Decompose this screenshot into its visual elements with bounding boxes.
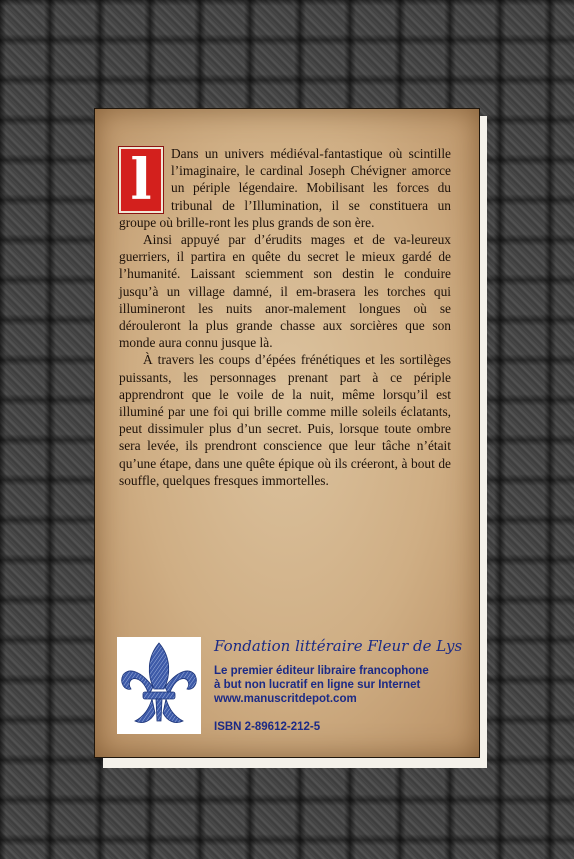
paragraph-3: À travers les coups d’épées frénétiques et les sortilèges puissants, les personnages prenant part à ce périple apprendront que le voile de la nuit, même lorsqu’il est illuminé par une foi qui brille comme mille soleils éclatants, peut dissimuler plus d’un secret. Puis, lorsque toute ombre sera levée, ils prendront conscience que leur tâche n’était qu’une étape, dans une quête épique où ils créeront, à bout de souffle, quelques fresques immortelles. <box>119 352 451 488</box>
back-cover-card <box>94 108 480 758</box>
synopsis-text <box>119 145 451 489</box>
paragraph-1: l Dans un univers médiéval-fantastique où scintille l’imaginaire, le cardinal Joseph Chévigner amorce un périple légendaire. Mobilisant les forces du tribunal de l’Illumination, il se constituera un groupe où brille-ront les plus grands de son ère. <box>119 146 451 230</box>
publisher-tagline-2: à but non lucratif en ligne sur Internet <box>214 679 421 691</box>
publisher-name: Fondation littéraire Fleur de Lys <box>214 637 463 655</box>
publisher-website: www.manuscritdepot.com <box>214 693 357 705</box>
isbn-label: ISBN 2-89612-212-5 <box>214 721 321 733</box>
publisher-logo <box>117 637 201 734</box>
paragraph-2: Ainsi appuyé par d’érudits mages et de va-leureux guerriers, il partira en quête du secret le mieux gardé de l’humanité. Laissant sciemment son destin le conduire jusqu’à un village damné, il em-brasera les torches qui illumineront les nuits anor-malement longues où se dérouleront la plus grande chasse aux sorcières que son monde aura connu jusque là. <box>119 232 451 351</box>
publisher-tagline-1: Le premier éditeur libraire francophone <box>214 665 429 677</box>
publisher-footer <box>117 637 467 737</box>
dropcap-letter: l <box>119 147 163 213</box>
fleur-de-lis-icon <box>117 637 201 734</box>
